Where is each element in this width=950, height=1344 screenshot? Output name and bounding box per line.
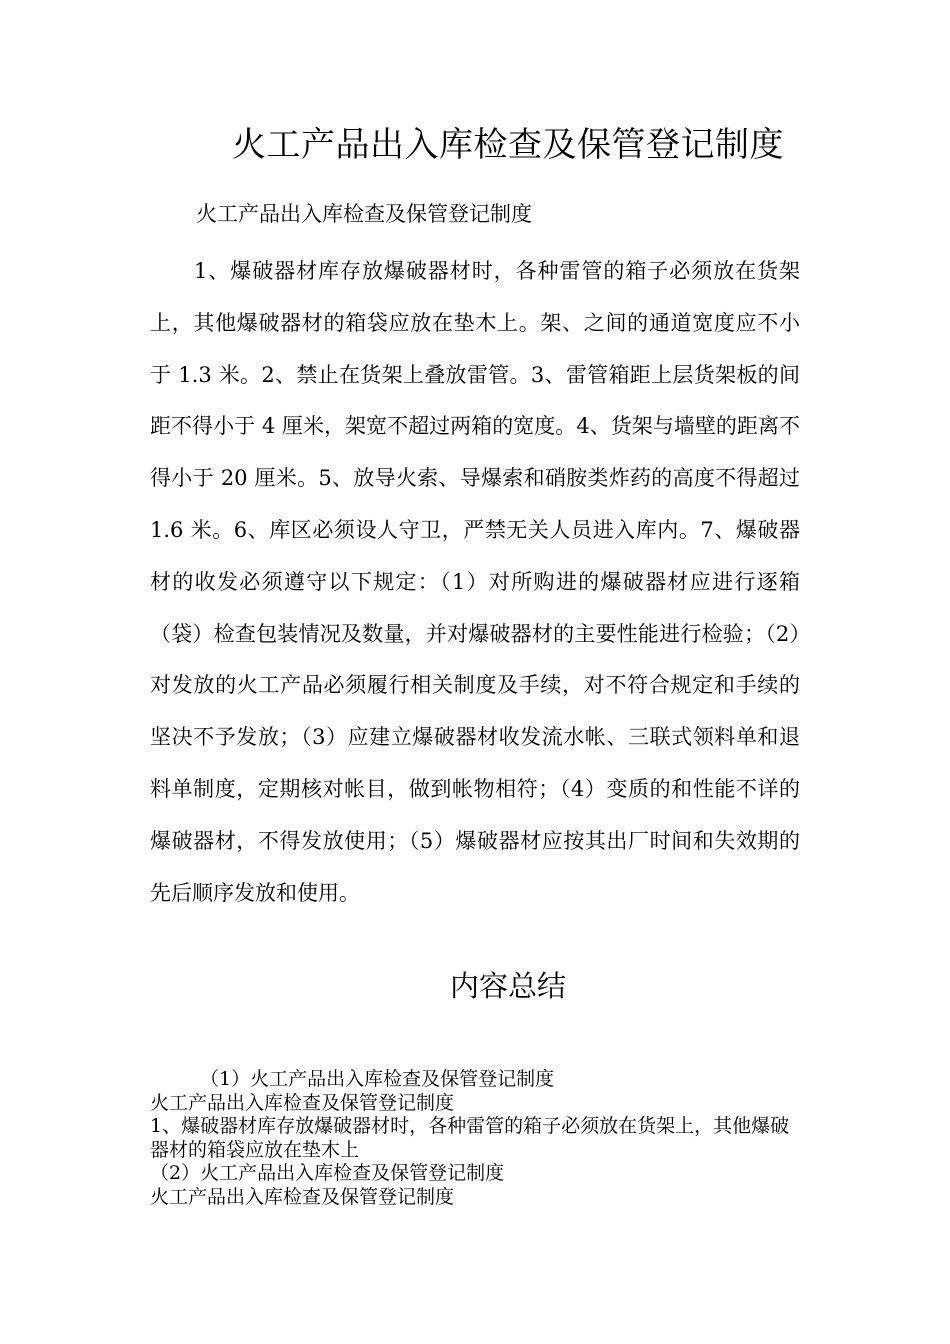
document-subtitle: 火工产品出入库检查及保管登记制度	[196, 202, 532, 226]
summary-line: 1、爆破器材库存放爆破器材时，各种雷管的箱子必须放在货架上，其他爆破器材的箱袋应放在垫木上	[150, 1115, 790, 1161]
document-title: 火工产品出入库检查及保管登记制度	[232, 125, 784, 165]
summary-line: 火工产品出入库检查及保管登记制度	[150, 1185, 455, 1208]
summary-heading: 内容总结	[449, 969, 566, 1003]
summary-line: （1）火工产品出入库检查及保管登记制度	[200, 1068, 555, 1090]
document-body-paragraph: 1、爆破器材库存放爆破器材时，各种雷管的箱子必须放在货架上，其他爆破器材的箱袋应放在垫木上。架、之间的通道宽度应不小于 1.3 米。2、禁止在货架上叠放雷管。3、雷管箱距上层货架板的间距不得小于 4 厘米，架宽不超过两箱的宽度。4、货架与墙壁的距离不得小于 20 厘米。5、放导火索、导爆索和硝胺类炸药的高度不得超过 1.6 米。6、库区必须设人守卫，严禁无关人员进入库内。7、爆破器材的收发必须遵守以下规定：（1）对所购进的爆破器材应进行逐箱（袋）检查包装情况及数量，并对爆破器材的主要性能进行检验；（2）对发放的火工产品必须履行相关制度及手续，对不符合规定和手续的坚决不予发放；（3）应建立爆破器材收发流水帐、三联式领料单和退料单制度，定期核对帐目，做到帐物相符；（4）变质的和性能不详的爆破器材，不得发放使用；（5）爆破器材应按其出厂时间和失效期的先后顺序发放和使用。	[150, 259, 800, 905]
summary-line: 火工产品出入库检查及保管登记制度	[150, 1091, 455, 1114]
summary-block	[150, 1068, 800, 1209]
summary-line: （2）火工产品出入库检查及保管登记制度	[150, 1162, 505, 1184]
